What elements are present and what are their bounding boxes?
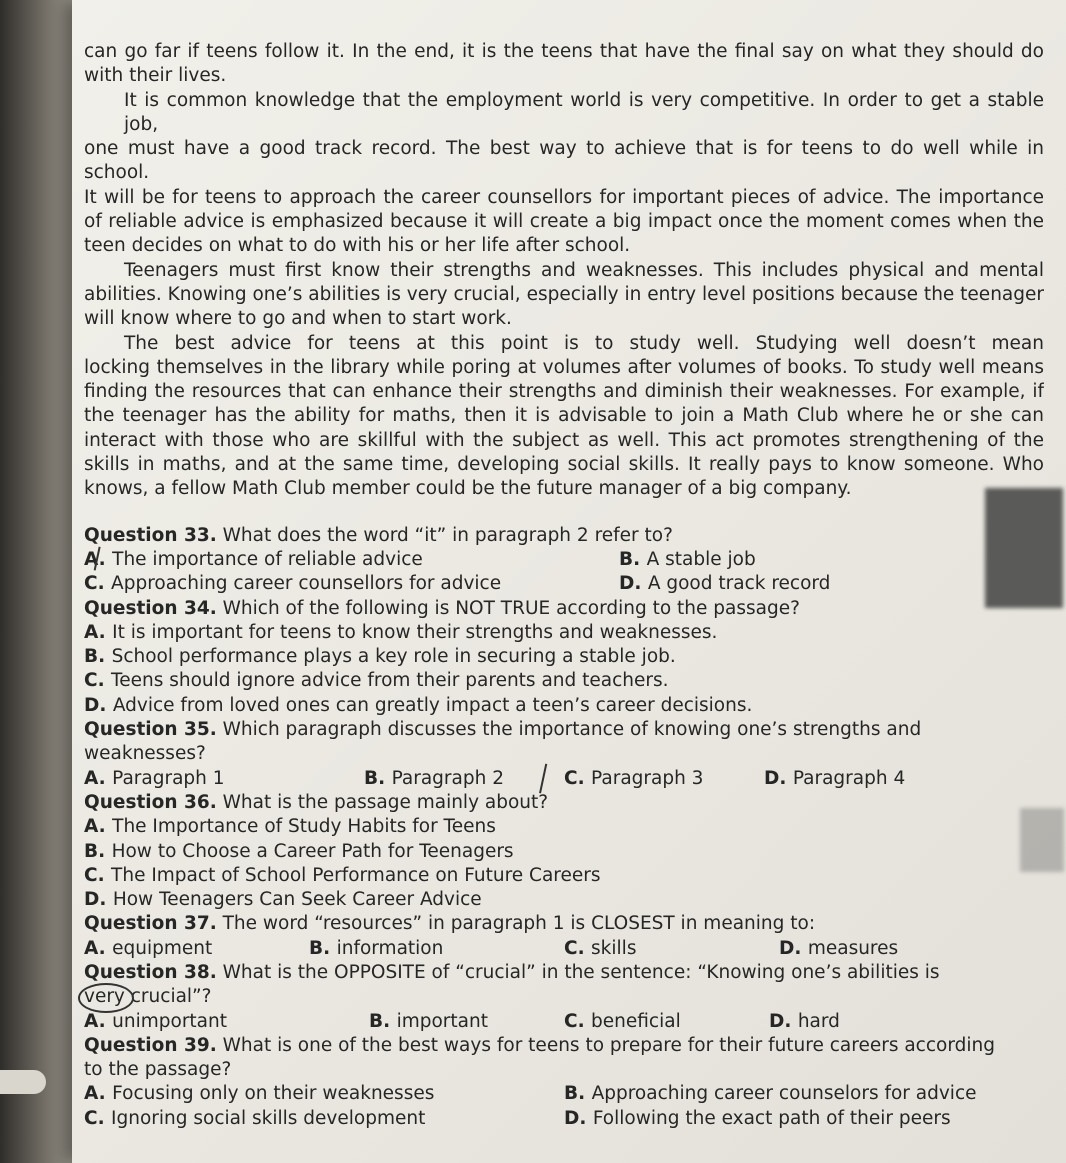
passage-line: skills in maths, and at the same time, developing social skills. It really pays to know someone. Who — [84, 454, 1044, 476]
option-text: Approaching career counselors for advice — [591, 1083, 977, 1105]
question-37 — [84, 912, 1044, 936]
option-c[interactable] — [84, 1107, 564, 1131]
passage-line: one must have a good track record. The best way to achieve that is for teens to do well while in school. — [84, 138, 1044, 184]
option-c[interactable] — [564, 767, 764, 791]
option-letter: A. — [84, 767, 113, 789]
option-text: Paragraph 3 — [591, 767, 704, 789]
question-number: Question 36. — [84, 791, 217, 813]
question-number: Question 37. — [84, 913, 217, 935]
option-text: A stable job — [646, 548, 756, 570]
question-33 — [84, 524, 1044, 548]
option-text: beneficial — [591, 1010, 681, 1032]
option-text: Paragraph 1 — [112, 767, 225, 789]
question-33-options — [84, 572, 1044, 596]
question-34 — [84, 597, 1044, 621]
question-38 — [84, 961, 1044, 985]
passage-line: abilities. Knowing one’s abilities is very crucial, especially in entry level positions because the teenager — [84, 283, 1044, 305]
option-b[interactable] — [564, 1082, 977, 1106]
option-text: skills — [591, 937, 637, 959]
option-letter: A. — [84, 621, 113, 643]
question-number: Question 35. — [84, 719, 217, 741]
option-d[interactable] — [84, 888, 1044, 912]
page-curl-shadow — [0, 0, 72, 1163]
question-text: What is the passage mainly about? — [222, 791, 549, 813]
question-text: What does the word “it” in paragraph 2 refer to? — [222, 524, 673, 546]
option-letter: D. — [84, 694, 113, 716]
option-d[interactable] — [769, 1010, 840, 1034]
option-a[interactable] — [84, 621, 1044, 645]
option-letter: B. — [369, 1010, 397, 1032]
question-39-options — [84, 1082, 1044, 1106]
passage-line: locking themselves in the library while poring at volumes after volumes of books. To study well means — [84, 356, 1044, 378]
option-c[interactable] — [564, 1010, 769, 1034]
option-text: Paragraph 2 — [391, 767, 504, 789]
option-text: important — [396, 1010, 488, 1032]
option-text: A good track record — [647, 573, 831, 595]
question-37-options — [84, 937, 1044, 961]
passage-line: Teenagers must first know their strengths and weaknesses. This includes physical and mental — [124, 259, 1044, 281]
option-a[interactable] — [84, 767, 364, 791]
option-text: School performance plays a key role in securing a stable job. — [111, 646, 676, 668]
binder-hole — [0, 1070, 46, 1094]
option-letter: A. — [84, 937, 113, 959]
passage-line: It will be for teens to approach the career counsellors for important pieces of advice. The importance — [84, 186, 1044, 208]
question-text: What is the OPPOSITE of “crucial” in the sentence: “Knowing one’s abilities is — [222, 961, 940, 983]
option-text: equipment — [112, 937, 213, 959]
option-letter: C. — [564, 937, 592, 959]
option-b[interactable] — [309, 937, 564, 961]
question-39-options — [84, 1107, 1044, 1131]
option-text: The importance of reliable advice — [112, 548, 423, 570]
passage-line: can go far if teens follow it. In the end, it is the teens that have the final say on what they should do — [84, 41, 1044, 62]
option-text: How to Choose a Career Path for Teenagers — [111, 840, 514, 862]
question-39 — [84, 1034, 1044, 1058]
passage-line: knows, a fellow Math Club member could be the future manager of a big company. — [84, 478, 852, 500]
option-text: Paragraph 4 — [792, 767, 906, 789]
question-text: What is one of the best ways for teens to prepare for their future careers according — [222, 1034, 995, 1056]
option-letter: C. — [564, 767, 592, 789]
option-letter: D. — [84, 889, 113, 911]
option-letter: D. — [779, 937, 808, 959]
question-number: Question 33. — [84, 524, 217, 546]
option-letter: D. — [764, 767, 793, 789]
option-letter: D. — [769, 1010, 798, 1032]
option-b[interactable] — [84, 645, 1044, 669]
passage-line: with their lives. — [84, 65, 227, 87]
worksheet-content — [84, 40, 1044, 1131]
option-letter: D. — [619, 573, 648, 595]
option-text: Approaching career counsellors for advice — [111, 573, 502, 595]
option-text: Teens should ignore advice from their parents and teachers. — [111, 670, 669, 692]
option-letter: B. — [84, 646, 112, 668]
option-letter: B. — [364, 767, 392, 789]
option-letter: A. — [84, 1083, 113, 1105]
option-text: Following the exact path of their peers — [592, 1107, 951, 1129]
passage-line: The best advice for teens at this point is to study well. Studying well doesn’t mean — [124, 332, 1044, 354]
option-text: Advice from loved ones can greatly impact a teen’s career decisions. — [112, 694, 753, 716]
passage-line: the teenager has the ability for maths, then it is advisable to join a Math Club where he or she can — [84, 405, 1044, 427]
option-letter: D. — [564, 1107, 593, 1129]
question-38-options — [84, 1010, 1044, 1034]
option-a[interactable] — [84, 1010, 369, 1034]
option-letter: B. — [619, 548, 647, 570]
option-letter: C. — [84, 1107, 112, 1129]
option-b[interactable] — [364, 767, 564, 791]
passage-line: It is common knowledge that the employment world is very competitive. In order to get a stable job, — [124, 89, 1044, 135]
question-35-options — [84, 767, 1044, 791]
question-text: The word “resources” in paragraph 1 is CLOSEST in meaning to: — [222, 913, 816, 935]
passage-line: teen decides on what to do with his or her life after school. — [84, 235, 631, 257]
option-letter: A. — [84, 1010, 113, 1032]
option-c[interactable] — [84, 572, 619, 596]
option-c[interactable] — [564, 937, 779, 961]
option-c[interactable] — [84, 864, 1044, 888]
question-text: Which of the following is NOT TRUE according to the passage? — [222, 597, 800, 619]
option-d[interactable] — [779, 937, 898, 961]
option-a[interactable] — [84, 937, 309, 961]
option-letter: C. — [84, 670, 112, 692]
option-letter: A. — [84, 548, 113, 570]
option-b[interactable] — [619, 548, 756, 572]
option-letter: C. — [84, 573, 112, 595]
option-text: Focusing only on their weaknesses — [112, 1083, 435, 1105]
option-letter: C. — [564, 1010, 592, 1032]
option-letter: C. — [84, 864, 112, 886]
question-35 — [84, 718, 1044, 742]
option-a[interactable] — [84, 548, 619, 572]
question-text-continued — [84, 985, 1044, 1009]
passage — [84, 40, 1044, 502]
option-d[interactable] — [764, 767, 905, 791]
question-number: Question 34. — [84, 597, 217, 619]
option-letter: B. — [84, 840, 112, 862]
option-c[interactable] — [84, 669, 1044, 693]
option-a[interactable] — [84, 815, 1044, 839]
option-letter: B. — [564, 1083, 592, 1105]
option-text: hard — [797, 1010, 840, 1032]
passage-line: of reliable advice is emphasized because it will create a big impact once the moment comes when the — [84, 211, 1044, 233]
question-text: Which paragraph discusses the importance of knowing one’s strengths and — [222, 719, 922, 741]
option-text: How Teenagers Can Seek Career Advice — [112, 889, 482, 911]
option-text: measures — [807, 937, 899, 959]
option-d[interactable] — [84, 694, 1044, 718]
question-33-options — [84, 548, 1044, 572]
question-number: Question 39. — [84, 1034, 217, 1056]
option-a[interactable] — [84, 1082, 564, 1106]
option-text: information — [336, 937, 444, 959]
option-b[interactable] — [84, 840, 1044, 864]
question-number: Question 38. — [84, 961, 217, 983]
option-text: unimportant — [112, 1010, 227, 1032]
option-letter: B. — [309, 937, 337, 959]
option-d[interactable] — [564, 1107, 951, 1131]
question-text-continued: weaknesses? — [84, 743, 206, 765]
passage-line: finding the resources that can enhance their strengths and diminish their weaknesses. For example, if — [84, 381, 1044, 403]
option-text: The Impact of School Performance on Future Careers — [111, 864, 601, 886]
option-letter: A. — [84, 816, 113, 838]
question-text-continued-label: very crucial”? — [84, 986, 212, 1008]
option-d[interactable] — [619, 572, 830, 596]
question-36 — [84, 791, 1044, 815]
passage-line: interact with those who are skillful with the subject as well. This act promotes strengthening of the — [84, 429, 1044, 451]
option-b[interactable] — [369, 1010, 564, 1034]
option-text: The Importance of Study Habits for Teens — [112, 816, 496, 838]
option-text: It is important for teens to know their strengths and weaknesses. — [112, 621, 718, 643]
passage-line: will know where to go and when to start work. — [84, 308, 512, 330]
option-text: Ignoring social skills development — [111, 1107, 426, 1129]
question-text-continued: to the passage? — [84, 1059, 232, 1081]
